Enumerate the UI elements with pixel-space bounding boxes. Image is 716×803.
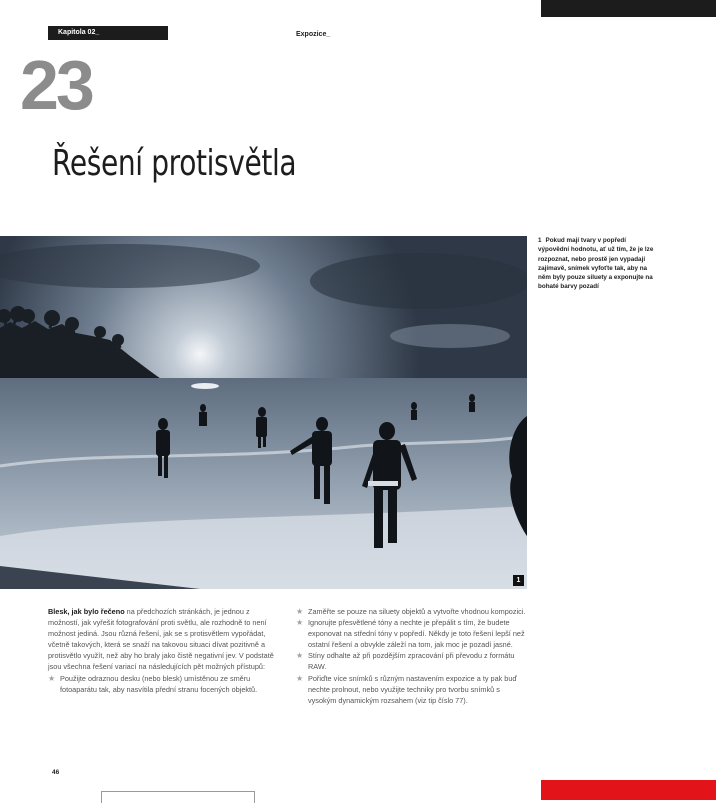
body-column-left — [48, 606, 278, 695]
list-item — [296, 606, 526, 617]
tip-number: 23 — [20, 46, 92, 124]
list-item — [296, 617, 526, 650]
footer-box — [101, 791, 255, 803]
list-item-text: Stíny odhalte až při pozdějším zpracování při převodu z formátu RAW. — [308, 651, 515, 672]
list-item-text: Ignorujte přesvětlené tóny a nechte je přepálit s tím, že budete exponovat na střední tóny v popředí. Někdy je toto řešení lepší než ostatní řešení a obvykle záleží na tom, jak moc je pozadí jasné. — [308, 618, 525, 650]
star-icon: ★ — [296, 651, 304, 661]
body-column-right — [296, 606, 526, 706]
accent-bar — [541, 780, 716, 800]
header-corner-bar — [541, 0, 716, 17]
chapter-label — [48, 26, 168, 40]
beach-backlight-photo — [0, 236, 527, 589]
caption-text: Pokud mají tvary v popředí výpovědní hodnotu, ať už tím, že je lze rozpoznat, nebo prostě jen vypadají zajímavě, snímek vyfoťte tak, aby na něm byly pouze siluety a exponujte na bohaté barvy pozadí — [538, 237, 654, 291]
caption-number: 1 — [538, 237, 542, 244]
list-item-text: Pořiďte více snímků s různým nastavením expozice a ty pak buď nechte prolnout, nebo využijte techniky pro tvorbu snímků s vysokým dynamickým rozsahem (viz tip číslo 77). — [308, 673, 517, 705]
approach-list-left — [48, 673, 278, 695]
star-icon: ★ — [296, 607, 304, 616]
intro-paragraph — [48, 606, 278, 673]
list-item — [48, 673, 278, 695]
photo-caption — [538, 236, 658, 292]
star-icon: ★ — [296, 618, 304, 628]
list-item — [296, 650, 526, 672]
chapter-text: Kapitola 02_ — [58, 29, 100, 36]
lead-phrase: Blesk, jak bylo řečeno — [48, 607, 125, 616]
list-item — [296, 673, 526, 706]
photo-number-badge: 1 — [513, 575, 524, 586]
section-label: Expozice_ — [296, 31, 331, 38]
list-item-text: Použijte odraznou desku (nebo blesk) umístěnou ze směru fotoaparátu tak, aby nasvítila přední stranu focených objektů. — [60, 673, 258, 694]
star-icon: ★ — [296, 673, 304, 683]
star-icon: ★ — [48, 673, 56, 683]
approach-list-right — [296, 606, 526, 706]
intro-text: na předchozích stránkách, je jednou z možností, jak vyřešit fotografování proti světlu, ale rozhodně to není možnost jediná. Jsou různá řešení, jak se s protisvětlem vypořádat, včetně takových, která se snaží na takovou situaci dívat pozitivně a protisvětlo využít, než aby ho braly jako čistě negativní jev. V podstatě jsou všechna řešení variací na následujících pět možných přístupů: — [48, 607, 274, 672]
photo-illustration — [0, 236, 527, 589]
page-number: 46 — [52, 769, 60, 776]
list-item-text: Zaměřte se pouze na siluety objektů a vytvořte vhodnou kompozici. — [308, 607, 526, 616]
page-title: Řešení protisvětla — [52, 143, 297, 184]
